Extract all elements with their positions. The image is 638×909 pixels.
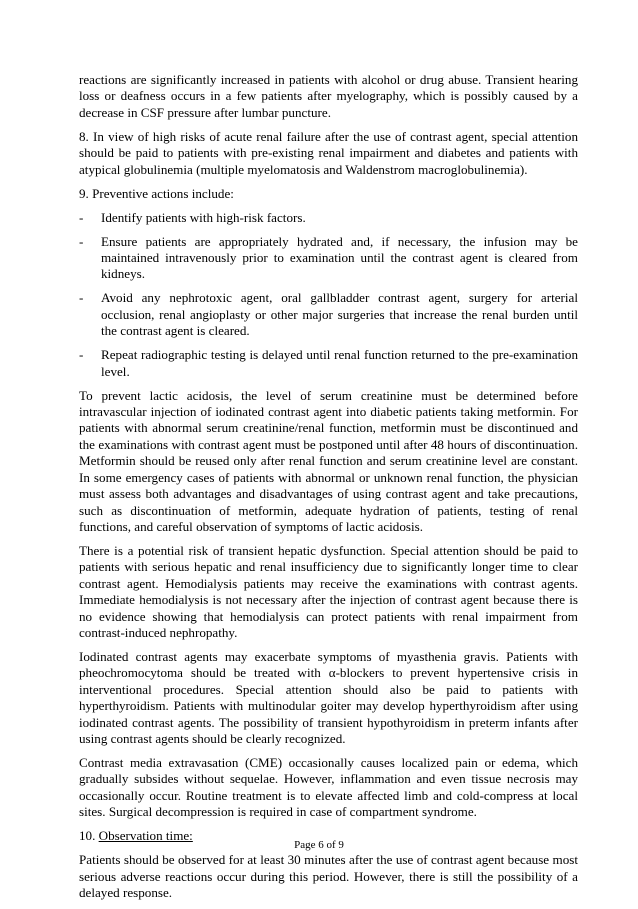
- paragraph-preventive-actions: 9. Preventive actions include:: [79, 185, 234, 201]
- bullet-dash: -: [79, 347, 84, 363]
- paragraph-extravasation: Contrast media extravasation (CME) occasionally causes localized pain or edema, which gradually subsides without sequelae. However, inflammation and even tissue necrosis may occasionally occur. Routine treatment is to elevate affected limb and cold-compress at local sites. Surgical decompression is required in case of compartment syndrome.: [79, 754, 578, 820]
- paragraph-observation-time: Patients should be observed for at least 30 minutes after the use of contrast agent because most serious adverse reactions occur during this period. However, there is still the possibility of a delayed response.: [79, 852, 578, 900]
- paragraph-lactic-acidosis: To prevent lactic acidosis, the level of serum creatinine must be determined before intravascular injection of iodinated contrast agent into diabetic patients taking metformin. For patients with abnormal serum creatinine/renal function, metformin must be discontinued and the examinations with contrast agent must be postponed until after 48 hours of discontinuation. Metformin should be reused only after renal function and serum creatinine level are constant. In some emergency cases of patients with abnormal or unknown renal function, the physician must assess both advantages and disadvantages of using contrast agent and take precautions, such as discontinuation of metformin, adequate hydration of patients, testing of renal functions, and careful observation of symptoms of lactic acidosis.: [79, 387, 578, 534]
- document-body: [79, 72, 578, 909]
- list-item: [79, 347, 578, 380]
- bullet-text: Ensure patients are appropriately hydrated and, if necessary, the infusion may be maintained intravenously prior to examination until the contrast agent is cleared from kidneys.: [101, 233, 578, 282]
- section-title: Observation time:: [98, 828, 193, 844]
- bullet-text: Repeat radiographic testing is delayed until renal function returned to the pre-examination level.: [101, 347, 578, 379]
- list-item: [79, 290, 578, 339]
- list-item: [79, 234, 578, 283]
- page-number: Page 6 of 9: [294, 839, 344, 851]
- bullet-dash: -: [79, 290, 84, 306]
- paragraph-hepatic-dysfunction: There is a potential risk of transient hepatic dysfunction. Special attention should be paid to patients with serious hepatic and renal insufficiency due to significantly longer time to clear contrast agent. Hemodialysis patients may receive the examinations with contrast agents. Immediate hemodialysis is not necessary after the injection of contrast agent because there is no evidence showing that hemodialysis can protect patients with renal impairment from contrast-induced nephropathy.: [79, 542, 578, 640]
- bullet-dash: -: [79, 209, 84, 225]
- paragraph-myasthenia-gravis: Iodinated contrast agents may exacerbate symptoms of myasthenia gravis. Patients with pheochromocytoma should be treated with α-blockers to prevent hypertensive crisis in interventional procedures. Special attention should also be paid to patients with hyperthyroidism. Patients with multinodular goiter may develop hyperthyroidism after using iodinated contrast agents. The possibility of transient hypothyroidism in preterm infants after using contrast agents should be clearly recognized.: [79, 648, 578, 746]
- bullet-text: Identify patients with high-risk factors.: [101, 209, 306, 225]
- paragraph-renal-failure: 8. In view of high risks of acute renal failure after the use of contrast agent, special attention should be paid to patients with pre-existing renal impairment and diabetes and patients with atypical globulinemia (multiple myelomatosis and Waldenstrom macroglobulinemia).: [79, 128, 578, 177]
- list-item: [79, 210, 578, 226]
- paragraph-hearing-loss: reactions are significantly increased in patients with alcohol or drug abuse. Transient hearing loss or deafness occurs in a few patients after myelography, which is possibly caused by a decrease in CSF pressure after lumbar puncture.: [79, 72, 578, 120]
- bullet-text: Avoid any nephrotoxic agent, oral gallbladder contrast agent, surgery for arterial occlusion, renal angioplasty or other major surgeries that increase the renal burden until the contrast agent is cleared.: [101, 290, 578, 339]
- bullet-dash: -: [79, 233, 84, 249]
- section-number: 10.: [79, 828, 99, 844]
